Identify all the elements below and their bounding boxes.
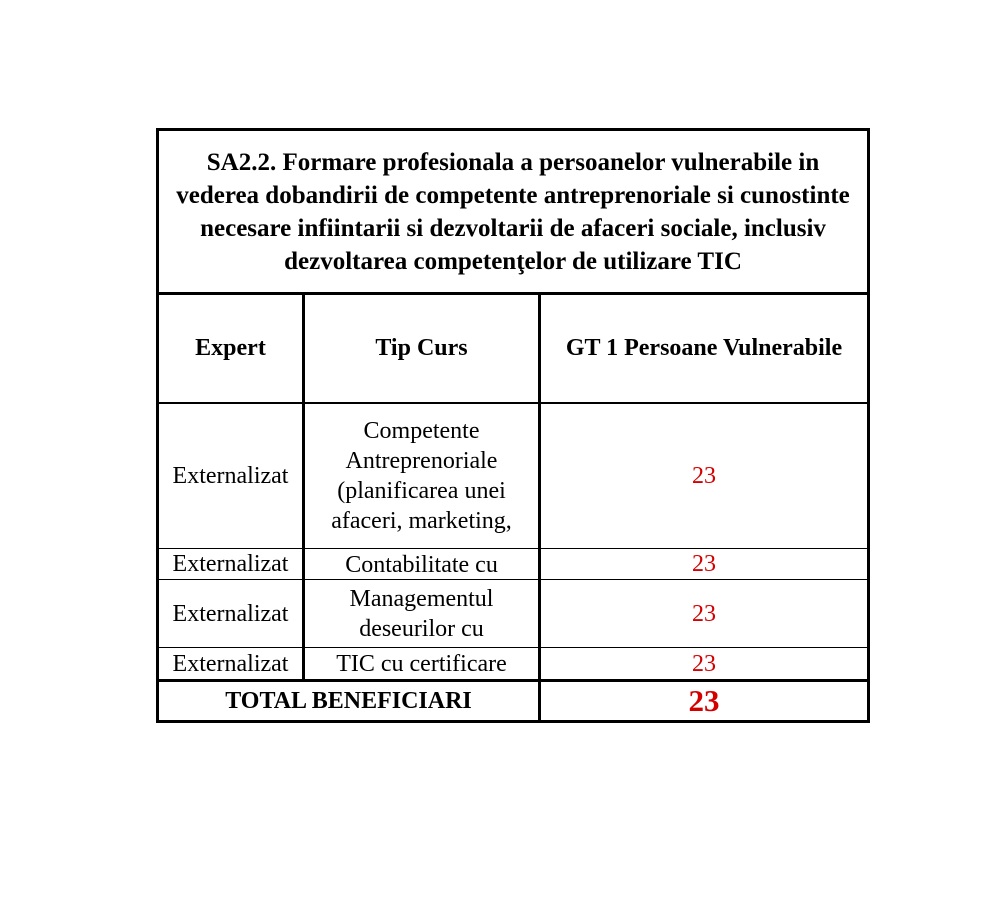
table-row [158, 403, 869, 549]
cell-tip-curs [304, 549, 540, 580]
table-row [158, 648, 869, 681]
table-title: SA2.2. Formare profesionala a persoanelor vulnerabile in vederea dobandirii de competente antreprenoriale si cunostinte necesare infiintarii si dezvoltarii de afaceri sociale, inclusiv dezvoltarea competenţelor de utilizare TIC [158, 130, 869, 294]
total-row [158, 681, 869, 722]
cell-expert: Externalizat [158, 403, 304, 549]
cell-tip-curs-text: Contabilitate cu [345, 551, 498, 578]
cell-value: 23 [540, 403, 869, 549]
cell-tip-curs-text: Managementul deseurilor cu [349, 585, 494, 642]
cell-tip-curs-text: Competente Antreprenoriale (planificarea unei afaceri, marketing, [331, 418, 512, 534]
cell-tip-curs [304, 580, 540, 648]
table-row [158, 580, 869, 648]
cell-value: 23 [540, 580, 869, 648]
cell-expert: Externalizat [158, 580, 304, 648]
cell-value: 23 [540, 648, 869, 681]
cell-tip-curs [304, 648, 540, 681]
cell-tip-curs [304, 403, 540, 549]
total-value: 23 [540, 681, 869, 722]
beneficiaries-table [156, 128, 870, 723]
header-expert: Expert [158, 294, 304, 404]
total-label: TOTAL BENEFICIARI [158, 681, 540, 722]
header-row [158, 294, 869, 404]
table-row [158, 549, 869, 580]
cell-value: 23 [540, 549, 869, 580]
cell-expert: Externalizat [158, 549, 304, 580]
header-group: GT 1 Persoane Vulnerabile [540, 294, 869, 404]
cell-expert: Externalizat [158, 648, 304, 681]
header-tip-curs: Tip Curs [304, 294, 540, 404]
cell-tip-curs-text: TIC cu certificare [336, 650, 507, 677]
title-row [158, 130, 869, 294]
